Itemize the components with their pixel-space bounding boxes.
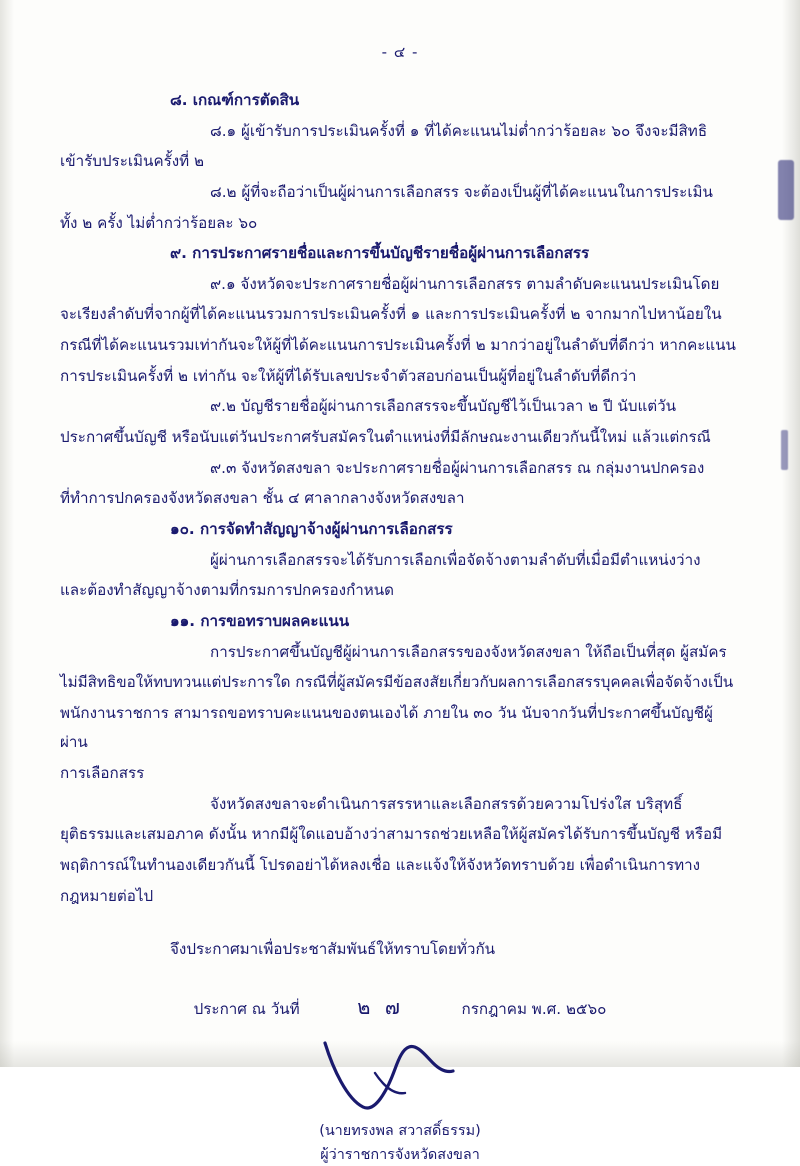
signature-block bbox=[60, 1033, 740, 1163]
section-paragraph: ไม่มีสิทธิขอให้ทบทวนแต่ประการใด กรณีที่ผู้สมัครมีข้อสงสัยเกี่ยวกับผลการเลือกสรรบุคคลเพื่อจัดจ้างเป็น bbox=[60, 673, 734, 692]
section-paragraph: ๙.๑ จังหวัดจะประกาศรายชื่อผู้ผ่านการเลือกสรร ตามลำดับคะแนนประเมินโดย bbox=[210, 274, 720, 293]
section-paragraph: ๙.๒ บัญชีรายชื่อผู้ผ่านการเลือกสรรจะขึ้นบัญชีไว้เป็นเวลา ๒ ปี นับแต่วัน bbox=[210, 397, 677, 416]
date-prefix: ประกาศ ณ วันที่ bbox=[193, 999, 300, 1018]
section-paragraph: พนักงานราชการ สามารถขอทราบคะแนนของตนเองได้ ภายใน ๓๐ วัน นับจากวันที่ประกาศขึ้นบัญชีผู้ผ่าน bbox=[60, 703, 713, 752]
date-line bbox=[60, 991, 740, 1023]
signature-name: (นายทรงพล สวาสดิ์ธรรม) bbox=[319, 1122, 481, 1139]
date-day-handwritten: ๒ ๗ bbox=[357, 994, 404, 1019]
section-paragraph: การเลือกสรร bbox=[60, 764, 145, 783]
section-heading: ๑๐. การจัดทำสัญญาจ้างผู้ผ่านการเลือกสรร bbox=[170, 519, 453, 538]
section-paragraph: เข้ารับประเมินครั้งที่ ๒ bbox=[60, 152, 205, 171]
section-paragraph: ๙.๓ จังหวัดสงขลา จะประกาศรายชื่อผู้ผ่านการเลือกสรร ณ กลุ่มงานปกครอง bbox=[210, 458, 705, 477]
section-paragraph: กรณีที่ได้คะแนนรวมเท่ากันจะให้ผู้ที่ได้คะแนนการประเมินครั้งที่ ๒ มากว่าอยู่ในลำดับที่ดีกว่า หากคะแนน bbox=[60, 336, 736, 355]
section-paragraph: ๘.๑ ผู้เข้ารับการประเมินครั้งที่ ๑ ที่ได้คะแนนไม่ต่ำกว่าร้อยละ ๖๐ จึงจะมีสิทธิ bbox=[210, 121, 708, 140]
section-paragraph: จังหวัดสงขลาจะดำเนินการสรรหาและเลือกสรรด้วยความโปร่งใส บริสุทธิ์ bbox=[210, 794, 683, 813]
section-paragraph: พฤติการณ์ในทำนองเดียวกันนี้ โปรดอย่าได้หลงเชื่อ และแจ้งให้จังหวัดทราบด้วย เพื่อดำเนินการทาง bbox=[60, 856, 701, 875]
signature-icon bbox=[313, 1033, 463, 1123]
date-month-year: กรกฎาคม พ.ศ. ๒๕๖๐ bbox=[461, 999, 607, 1018]
section-paragraph: การประเมินครั้งที่ ๒ เท่ากัน จะให้ผู้ที่ได้รับเลขประจำตัวสอบก่อนเป็นผู้ที่อยู่ในลำดับที่ดีกว่า bbox=[60, 366, 637, 385]
scan-edge-right bbox=[782, 0, 800, 1067]
document-body bbox=[60, 86, 740, 965]
section-heading: ๙. การประกาศรายชื่อและการขึ้นบัญชีรายชื่อผู้ผ่านการเลือกสรร bbox=[170, 244, 590, 263]
page-number: - ๔ - bbox=[381, 43, 419, 61]
scan-artifact-secondary-icon bbox=[781, 430, 788, 470]
section-heading: ๑๑. การขอทราบผลคะแนน bbox=[170, 611, 350, 630]
section-paragraph: กฎหมายต่อไป bbox=[60, 886, 154, 905]
section-paragraph: การประกาศขึ้นบัญชีผู้ผ่านการเลือกสรรของจังหวัดสงขลา ให้ถือเป็นที่สุด ผู้สมัคร bbox=[210, 642, 727, 661]
section-paragraph: ๘.๒ ผู้ที่จะถือว่าเป็นผู้ผ่านการเลือกสรร จะต้องเป็นผู้ที่ได้คะแนนในการประเมิน bbox=[210, 182, 713, 201]
scan-edge-left bbox=[0, 0, 14, 1067]
closing-notice: จึงประกาศมาเพื่อประชาสัมพันธ์ให้ทราบโดยทั่วกัน bbox=[170, 940, 496, 959]
signature-title: ผู้ว่าราชการจังหวัดสงขลา bbox=[320, 1146, 480, 1163]
section-paragraph: ผู้ผ่านการเลือกสรรจะได้รับการเลือกเพื่อจัดจ้างตามลำดับที่เมื่อมีตำแหน่งว่าง bbox=[210, 550, 701, 569]
section-heading: ๘. เกณฑ์การตัดสิน bbox=[170, 91, 300, 109]
section-paragraph: ทั้ง ๒ ครั้ง ไม่ต่ำกว่าร้อยละ ๖๐ bbox=[60, 213, 258, 232]
scan-artifact-icon bbox=[778, 160, 794, 220]
section-paragraph: ประกาศขึ้นบัญชี หรือนับแต่วันประกาศรับสมัครในตำแหน่งที่มีลักษณะงานเดียวกันนี้ใหม่ แล้วแต่กรณี bbox=[60, 428, 711, 447]
section-paragraph: ที่ทำการปกครองจังหวัดสงขลา ชั้น ๔ ศาลากลางจังหวัดสงขลา bbox=[60, 489, 465, 508]
section-paragraph: และต้องทำสัญญาจ้างตามที่กรมการปกครองกำหนด bbox=[60, 581, 395, 600]
section-paragraph: ยุติธรรมและเสมอภาค ดังนั้น หากมีผู้ใดแอบอ้างว่าสามารถช่วยเหลือให้ผู้สมัครได้รับการขึ้นบัญชี หรือมี bbox=[60, 825, 723, 844]
section-paragraph: จะเรียงลำดับที่จากผู้ที่ได้คะแนนรวมการประเมินครั้งที่ ๑ และการประเมินครั้งที่ ๒ จากมากไปหาน้อยใน bbox=[60, 305, 722, 324]
